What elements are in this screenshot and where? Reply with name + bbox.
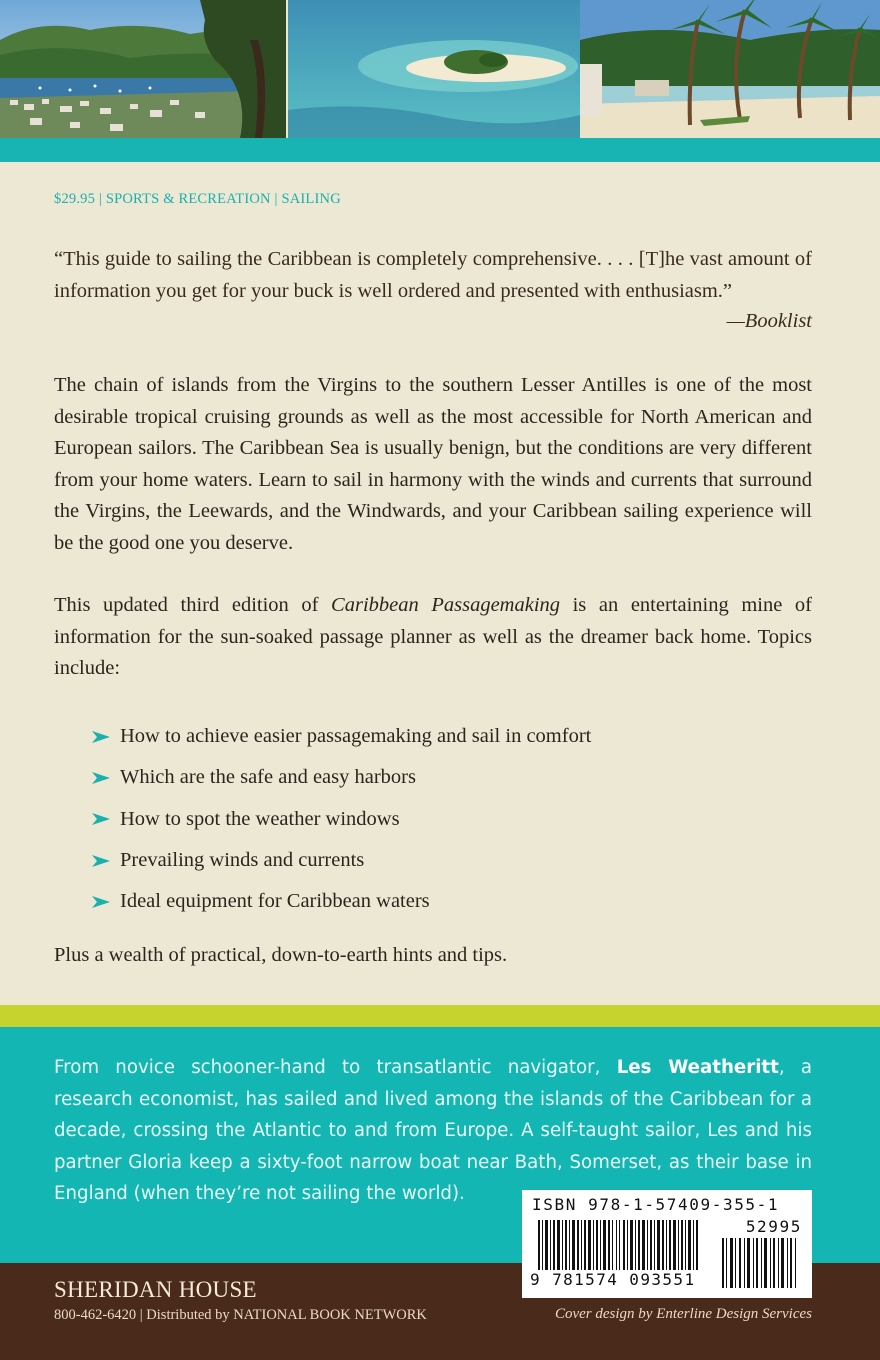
price: $29.95: [54, 191, 96, 207]
lime-band: [0, 1005, 880, 1027]
topic-text: How to achieve easier passagemaking and sail in comfort: [120, 725, 592, 748]
topic-text: How to spot the weather windows: [120, 807, 400, 830]
list-item: [92, 881, 591, 922]
arrow-bullet-icon: [92, 896, 110, 908]
arrow-bullet-icon: [92, 855, 110, 867]
review-attribution: —Booklist: [726, 310, 812, 332]
author-name: Les Weatheritt: [616, 1057, 779, 1078]
harbor-photo: [0, 0, 286, 138]
para2-lead: This updated third edition of: [54, 594, 332, 616]
publisher-name: SHERIDAN HOUSE: [54, 1277, 257, 1302]
price-code-text: 52995: [745, 1217, 802, 1236]
isbn-barcode: [522, 1190, 812, 1298]
topics-list: [92, 716, 591, 922]
price-barcode-bars: [722, 1238, 800, 1288]
beach-palms-photo: [580, 0, 880, 138]
description-paragraph-1: The chain of islands from the Virgins to the southern Lesser Antilles is one of the most desirable tropical cruising grounds as well as the most accessible for North American and European sailors. The Caribbean Sea is usually benign, but the conditions are very different from your home waters. Learn to sail in harmony with the winds and currents that surround the Virgins, the Leewards, and the Windwards, and your Caribbean sailing experience will be the good one you deserve.: [54, 374, 812, 554]
photo-strip: [0, 0, 880, 138]
author-bio: [54, 1052, 812, 1210]
description-paragraph-2: [54, 590, 812, 685]
arrow-bullet-icon: [92, 813, 110, 825]
list-item: [92, 840, 591, 881]
topic-text: Ideal equipment for Caribbean waters: [120, 890, 430, 913]
island-photo: [288, 0, 580, 138]
ean-digits-text: 9 781574 093551: [530, 1270, 696, 1289]
review-quote: “This guide to sailing the Caribbean is completely comprehensive. . . . [T]he vast amount of information you get for your buck is well ordered and presented with enthusiasm.”: [54, 248, 812, 302]
distribution-line: 800-462-6420 | Distributed by NATIONAL BOOK NETWORK: [54, 1307, 427, 1323]
para2-rest: is an entertaining mine of information for the sun-soaked passage planner as well as the dreamer back home. Topics include:: [54, 594, 812, 680]
separator: |: [98, 191, 106, 207]
arrow-bullet-icon: [92, 772, 110, 784]
cover-credit: Cover design by Enterline Design Services: [554, 1306, 812, 1322]
list-item: [92, 716, 591, 757]
closing-line: Plus a wealth of practical, down-to-earth hints and tips.: [54, 944, 508, 966]
price-category-line: [54, 191, 341, 208]
topic-text: Which are the safe and easy harbors: [120, 766, 416, 789]
category: SPORTS & RECREATION | SAILING: [105, 191, 341, 207]
list-item: [92, 799, 591, 840]
arrow-bullet-icon: [92, 731, 110, 743]
book-title: Caribbean Passagemaking: [331, 594, 561, 616]
list-item: [92, 757, 591, 798]
bio-lead: From novice schooner-hand to transatlantic navigator,: [54, 1057, 617, 1078]
isbn-text: ISBN 978-1-57409-355-1: [532, 1195, 780, 1214]
bio-rest: , a research economist, has sailed and lived among the islands of the Caribbean for a decade, crossing the Atlantic to and from Europe. A self-taught sailor, Les and his partner Gloria keep a sixty-foot narrow boat near Bath, Somerset, as their base in England (when they’re not sailing the world).: [54, 1057, 812, 1205]
top-teal-band: [0, 138, 880, 162]
topic-text: Prevailing winds and currents: [120, 849, 365, 872]
